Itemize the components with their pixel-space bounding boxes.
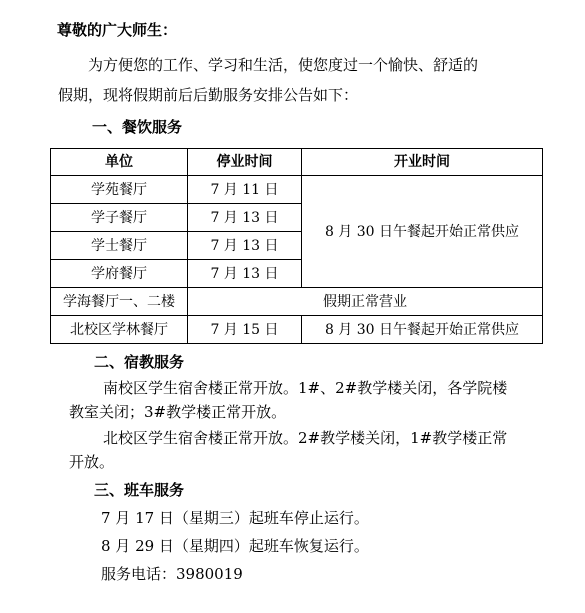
section-heading-shuttle: 三、班车服务 (94, 481, 185, 499)
close-cell: 7 月 13 日 (188, 232, 302, 260)
header-open-time: 开业时间 (302, 149, 543, 176)
table-header-row (51, 149, 543, 176)
north-campus-line-1: 北校区学生宿舍楼正常开放。2#教学楼关闭，1#教学楼正常 (103, 429, 508, 447)
south-campus-line-2: 教室关闭；3#教学楼正常开放。 (69, 403, 287, 421)
close-cell: 7 月 11 日 (188, 176, 302, 204)
shuttle-resume-line: 8 月 29 日（星期四）起班车恢复运行。 (101, 537, 369, 555)
table-row (51, 176, 543, 204)
intro-line-1: 为方便您的工作、学习和生活，使您度过一个愉快、舒适的 (88, 56, 479, 74)
header-unit: 单位 (51, 149, 188, 176)
unit-cell: 学海餐厅一、二楼 (51, 288, 188, 316)
unit-cell: 学苑餐厅 (51, 176, 188, 204)
intro-line-2: 假期，现将假期前后后勤服务安排公告如下： (58, 86, 359, 104)
unit-cell: 北校区学林餐厅 (51, 316, 188, 344)
merged-status-cell: 假期正常营业 (188, 288, 543, 316)
section-heading-dorm: 二、宿教服务 (94, 353, 185, 371)
table-row (51, 288, 543, 316)
south-campus-line-1: 南校区学生宿舍楼正常开放。1#、2#教学楼关闭，各学院楼 (103, 379, 508, 397)
dining-schedule-table (50, 148, 543, 344)
close-cell: 7 月 15 日 (188, 316, 302, 344)
unit-cell: 学府餐厅 (51, 260, 188, 288)
greeting: 尊敬的广大师生： (57, 21, 178, 39)
table-row (51, 316, 543, 344)
north-campus-line-2: 开放。 (69, 453, 115, 471)
section-heading-dining: 一、餐饮服务 (92, 118, 183, 136)
unit-cell: 学士餐厅 (51, 232, 188, 260)
close-cell: 7 月 13 日 (188, 260, 302, 288)
shuttle-stop-line: 7 月 17 日（星期三）起班车停止运行。 (101, 509, 369, 527)
unit-cell: 学子餐厅 (51, 204, 188, 232)
close-cell: 7 月 13 日 (188, 204, 302, 232)
open-cell: 8 月 30 日午餐起开始正常供应 (302, 316, 543, 344)
header-close-time: 停业时间 (188, 149, 302, 176)
group-open-cell: 8 月 30 日午餐起开始正常供应 (302, 176, 543, 288)
service-phone: 服务电话：3980019 (101, 565, 243, 583)
